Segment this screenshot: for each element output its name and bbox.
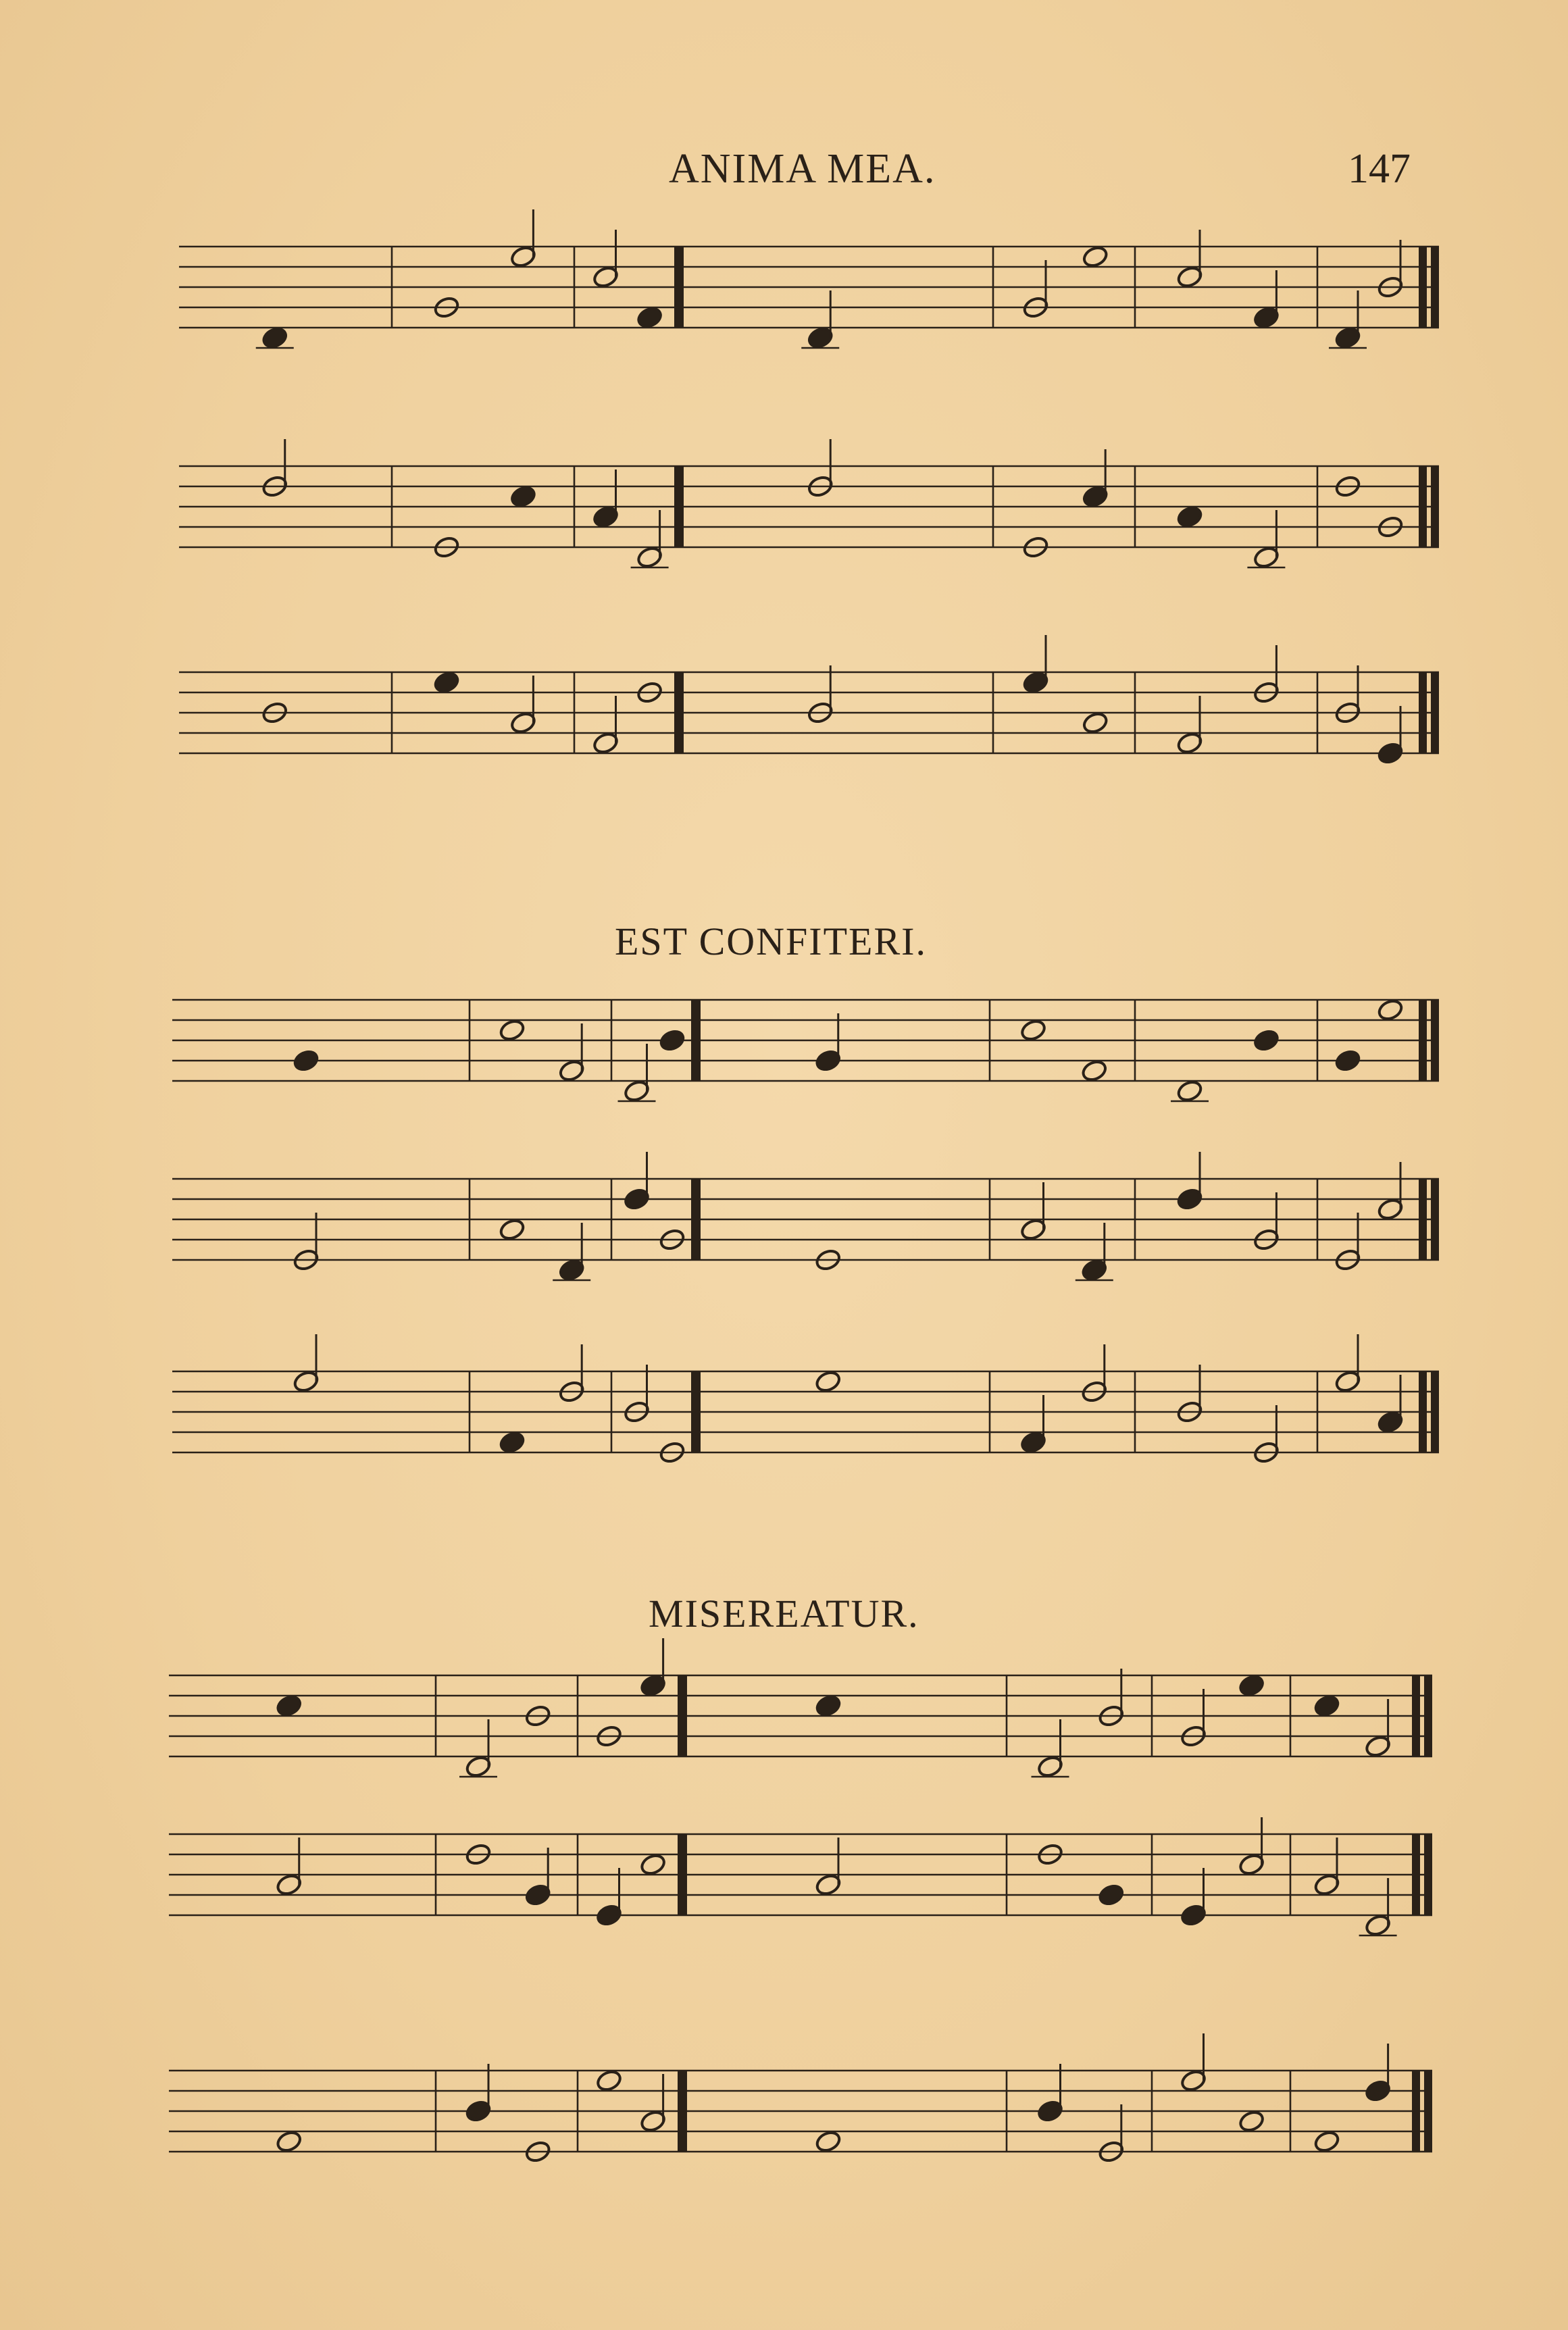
page-header-title: ANIMA MEA. [669,146,936,192]
note-head [1082,711,1109,735]
note-head [1377,998,1405,1022]
note-head [275,1694,303,1718]
final-barline [1431,672,1439,753]
note-head [1313,2129,1341,2154]
note-head [659,1028,686,1053]
note-head [595,2069,623,2093]
note-head [815,1694,842,1718]
note-head [1238,1673,1265,1698]
note-head [1176,505,1204,529]
note-head [499,1217,526,1242]
note-head [1238,2109,1265,2133]
note-head [509,484,537,509]
final-barline [1419,466,1427,547]
final-barline [1412,1834,1420,1915]
note-head [1313,1694,1341,1718]
note-head [639,1852,667,1877]
note-head [293,1048,320,1073]
final-barline [1412,1675,1420,1756]
note-head [1019,1018,1047,1042]
final-barline [1419,672,1427,753]
final-barline [1424,2071,1432,2152]
note-head [275,2129,303,2154]
final-barline [1424,1675,1432,1756]
final-barline [1419,247,1427,328]
note-head [1082,245,1109,269]
final-barline [1424,1834,1432,1915]
note-head [499,1018,526,1042]
final-barline [1431,466,1439,547]
final-barline [1431,1371,1439,1452]
note-head [499,1430,526,1454]
note-head [815,2129,842,2154]
note-head [1097,1883,1125,1907]
note-head [1253,1028,1280,1053]
note-head [814,1369,842,1394]
note-head [261,326,288,350]
final-barline [1431,1000,1439,1081]
final-barline [1431,247,1439,328]
final-barline [1419,1179,1427,1260]
final-barline [1431,1179,1439,1260]
note-head [1080,1059,1108,1083]
note-head [433,670,461,694]
note-head [1334,1048,1362,1073]
final-barline [1419,1371,1427,1452]
note-head [1176,1079,1204,1103]
section-title-est-confiteri: EST CONFITERI. [615,919,927,963]
final-barline [1419,1000,1427,1081]
page-number: 147 [1348,146,1411,192]
final-barline [1412,2071,1420,2152]
note-head [636,305,663,330]
section-title-misereatur: MISEREATUR. [649,1592,919,1636]
